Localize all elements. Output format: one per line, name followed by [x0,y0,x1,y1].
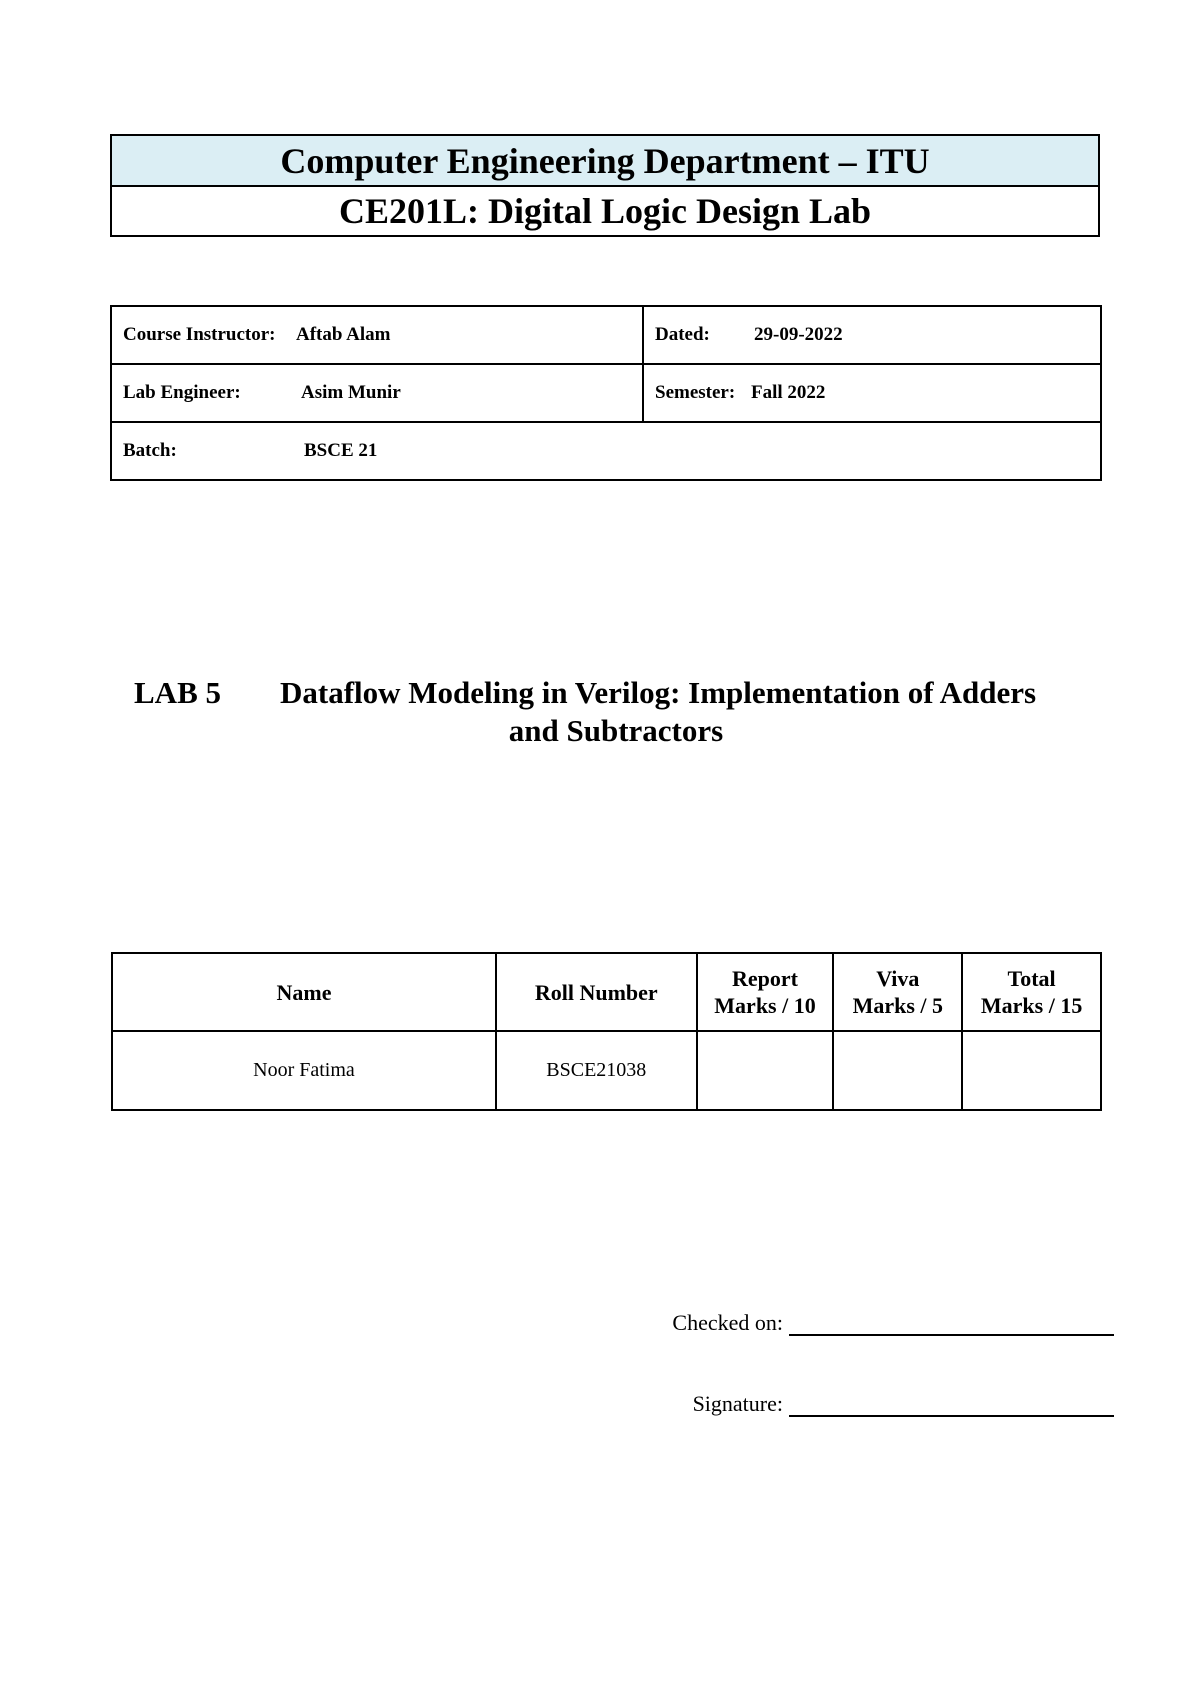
dated-cell [643,306,1101,364]
table-row [112,1031,1101,1110]
semester-label: Semester: [655,382,736,403]
report-header [697,953,834,1031]
name-header: Name [112,953,496,1031]
semester-value: Fall 2022 [751,382,826,403]
instructor-label: Course Instructor: [123,324,276,345]
signature-line [789,1395,1114,1417]
semester-cell [643,364,1101,422]
engineer-value: Asim Munir [301,382,401,403]
signature-label: Signature: [692,1391,783,1416]
header-box [110,134,1100,237]
report-marks [697,1031,834,1110]
batch-label: Batch: [123,440,177,461]
engineer-cell [111,364,643,422]
marks-header-row [112,953,1101,1031]
lab-title-line1: Dataflow Modeling in Verilog: Implementation of Adders [280,675,1037,710]
viva-header-line2: Marks / 5 [852,993,944,1018]
roll-header: Roll Number [496,953,697,1031]
engineer-label: Lab Engineer: [123,382,241,403]
checked-on [672,1310,1114,1336]
lab-title [110,674,1100,750]
info-row [111,364,1101,422]
info-row [111,306,1101,364]
instructor-cell [111,306,643,364]
checked-on-label: Checked on: [672,1310,783,1335]
info-row [111,422,1101,480]
student-name: Noor Fatima [112,1031,496,1110]
report-header-line1: Report [732,966,799,991]
lab-number: LAB 5 [134,675,221,710]
instructor-value: Aftab Alam [296,324,391,345]
marks-table [111,952,1102,1111]
viva-header [833,953,962,1031]
viva-marks [833,1031,962,1110]
lab-title-line2: and Subtractors [508,713,724,748]
total-header-line1: Total [1007,966,1056,991]
info-table [110,305,1102,481]
signature [693,1391,1114,1417]
department-title: Computer Engineering Department – ITU [112,136,1098,187]
total-marks [962,1031,1101,1110]
course-title: CE201L: Digital Logic Design Lab [338,191,872,231]
batch-value: BSCE 21 [304,440,378,461]
dated-label: Dated: [655,324,710,345]
viva-header-line1: Viva [876,966,920,991]
roll-number: BSCE21038 [496,1031,697,1110]
total-header-line2: Marks / 15 [980,993,1083,1018]
total-header [962,953,1101,1031]
report-header-line2: Marks / 10 [714,993,816,1018]
checked-on-line [789,1314,1114,1336]
batch-cell [111,422,1101,480]
dated-value: 29-09-2022 [754,324,843,345]
